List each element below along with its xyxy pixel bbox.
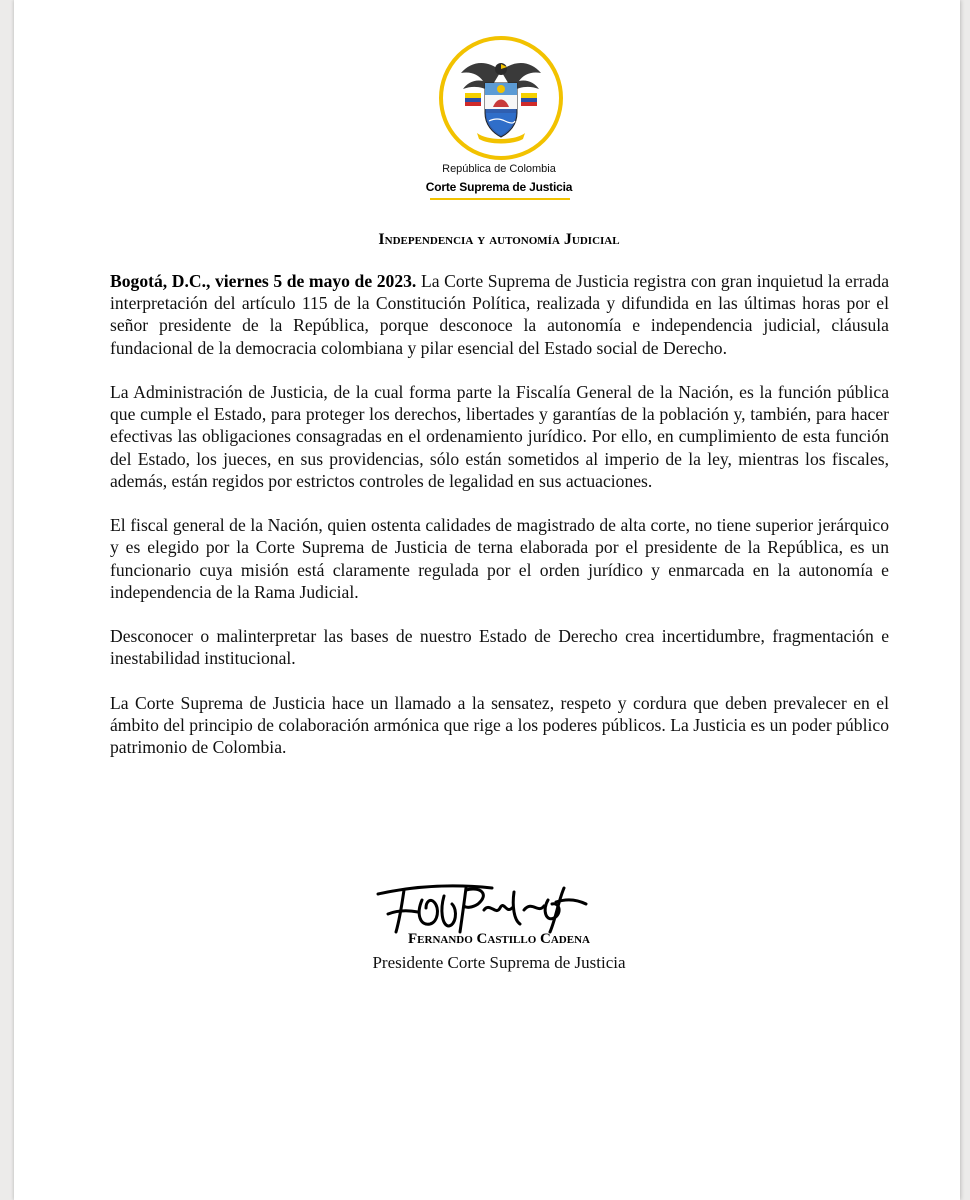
paragraph-1: [110, 270, 889, 359]
header-divider: [430, 198, 570, 200]
document-page: [14, 0, 960, 1200]
signatory-role: Presidente Corte Suprema de Justicia: [372, 953, 626, 972]
document-title: Independencia y autonomía Judicial: [378, 231, 620, 248]
paragraph-1-text: La Corte Suprema de Justicia registra con gran inquietud la errada interpretación del artículo 115 de la Constitución Política, realizada y difundida en las últimas horas por el señor presidente de la República, porque desconoce la autonomía e independencia judicial, cláusula fundacional de la democracia colombiana y pilar esencial del Estado social de Derecho.: [110, 271, 890, 358]
paragraph-4: Desconocer o malinterpretar las bases de nuestro Estado de Derecho crea incertidumbre, fragmentación e inestabilidad institucional.: [110, 626, 889, 669]
institution-name: Corte Suprema de Justicia: [425, 180, 573, 194]
signatory-name: Fernando Castillo Cadena: [408, 931, 590, 947]
paragraph-5: La Corte Suprema de Justicia hace un llamado a la sensatez, respeto y cordura que deben prevalecer en el ámbito del principio de colaboración armónica que rige a los poderes públicos. La Justicia es un poder público patrimonio de Colombia.: [110, 692, 889, 758]
paragraph-2: La Administración de Justicia, de la cual forma parte la Fiscalía General de la Nación, es la función pública que cumple el Estado, para proteger los derechos, libertades y garantías de la población y, también, para hacer efectivas las obligaciones consagradas en el ordenamiento jurídico. Por ello, en cumplimiento de esta función del Estado, los jueces, en sus providencias, sólo están sometidos al imperio de la ley, mientras los fiscales, además, están regidos por estrictos controles de legalidad en sus actuaciones.: [110, 382, 889, 491]
document-body: [110, 270, 889, 758]
colombia-coat-of-arms-seal-icon: [427, 33, 575, 163]
dateline: Bogotá, D.C., viernes 5 de mayo de 2023.: [110, 271, 417, 291]
handwritten-signature-icon: [374, 880, 594, 936]
country-name: República de Colombia: [442, 163, 556, 175]
paragraph-3: El fiscal general de la Nación, quien ostenta calidades de magistrado de alta corte, no tiene superior jerárquico y es elegido por la Corte Suprema de Justicia de terna elaborada por el presidente de la República, es un funcionario cuya misión está claramente regulada por el orden jurídico y enmarcada en la autonomía e independencia de la Rama Judicial.: [110, 515, 889, 602]
